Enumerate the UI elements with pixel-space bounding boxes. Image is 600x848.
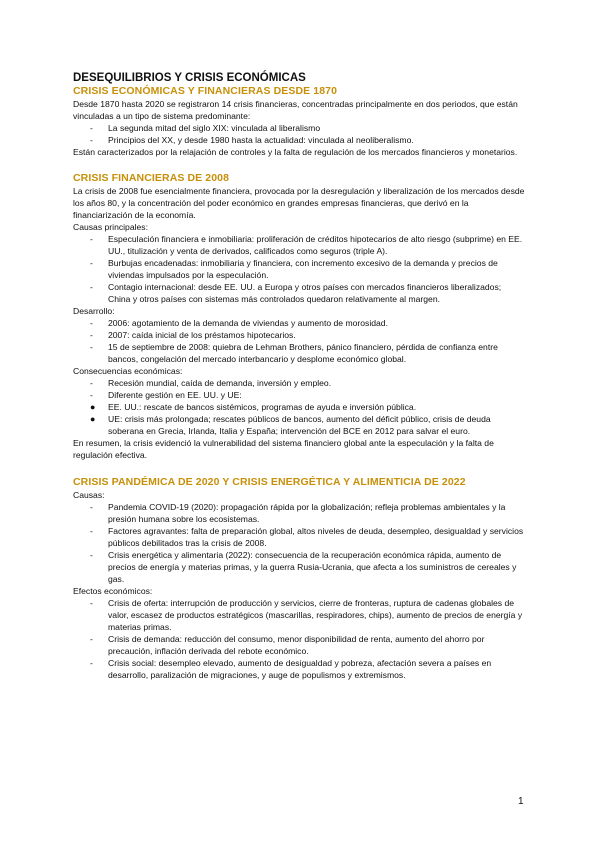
list-label: Causas: — [73, 490, 105, 500]
list-item: - 2006: agotamiento de la demanda de viviendas y aumento de morosidad. — [90, 318, 388, 328]
list-item: - La segunda mitad del siglo XIX: vinculada al liberalismo — [90, 123, 321, 133]
paragraph: En resumen, la crisis evidenció la vulnerabilidad del sistema financiero global ante la especulación y la falta de regulación efectiva. — [73, 438, 494, 460]
list-item: - 15 de septiembre de 2008: quiebra de Lehman Brothers, pánico financiero, pérdida de confianza entre bancos, congelación del mercado interbancario y desplome económico global. — [90, 342, 498, 364]
list-item: - 2007: caída inicial de los préstamos hipotecarios. — [90, 330, 296, 340]
list-item: - Pandemia COVID-19 (2020): propagación rápida por la globalización; refleja problemas ambientales y la presión humana sobre los ecosistemas. — [90, 502, 506, 524]
list-label: Consecuencias económicas: — [73, 366, 183, 376]
list-item: - Crisis social: desempleo elevado, aumento de desigualdad y pobreza, afectación severa a países en desarrollo, paralización de migraciones, y auge de populismos y extremismos. — [90, 658, 492, 680]
page-number: 1 — [518, 796, 524, 807]
paragraph: Están caracterizados por la relajación de controles y la falta de regulación de los mercados financieros y monetarios. — [73, 147, 518, 157]
list-item: - Especulación financiera e inmobiliaria: proliferación de créditos hipotecarios de alto riesgo (subprime) en EE. UU., titulización y venta de derivados, calificados como seguros (triple A). — [90, 234, 523, 256]
list-item: - Crisis energética y alimentaria (2022): consecuencia de la recuperación económica rápida, aumento de precios de energía y materias primas, y la guerra Rusia-Ucrania, que afecta a los suministros de cereales y gas. — [90, 550, 517, 584]
list-development-2008 — [73, 317, 525, 365]
section-heading-1870: CRISIS ECONÓMICAS Y FINANCIERAS DESDE 1870 — [73, 85, 338, 97]
document-page — [73, 72, 525, 681]
document-title: DESEQUILIBRIOS Y CRISIS ECONÓMICAS — [73, 72, 306, 84]
list-causes-2020 — [73, 501, 525, 585]
list-label: Desarrollo: — [73, 306, 115, 316]
paragraph: La crisis de 2008 fue esencialmente financiera, provocada por la desregulación y liberalización de los mercados desde los años 80, y la concentración del poder económico en grandes empresas financieras, que derivó en la financiarización de la economía. — [73, 186, 525, 220]
paragraph: Desde 1870 hasta 2020 se registraron 14 crisis financieras, concentradas principalmente en dos periodos, que están vinculadas a un tipo de sistema predominante: — [73, 99, 518, 121]
list-item: - Crisis de oferta: interrupción de producción y servicios, cierre de fronteras, ruptura de cadenas globales de valor, escasez de productos estratégicos (mascarillas, respiradores, chips), aumento de precios de energía y materias primas. — [90, 598, 523, 632]
list-effects-2020 — [73, 597, 525, 681]
list-item: - Crisis de demanda: reducción del consumo, menor disponibilidad de renta, aumento del ahorro por precaución, inflación derivada del rebote económico. — [90, 634, 485, 656]
list-item: - Recesión mundial, caída de demanda, inversión y empleo. — [90, 378, 332, 388]
list-item: - Principios del XX, y desde 1980 hasta la actualidad: vinculada al neoliberalismo. — [90, 135, 414, 145]
list-label: Efectos económicos: — [73, 586, 153, 596]
section-heading-2008: CRISIS FINANCIERAS DE 2008 — [73, 172, 230, 184]
list-label: Causas principales: — [73, 222, 148, 232]
list-item: - Factores agravantes: falta de preparación global, altos niveles de deuda, desempleo, desigualdad y servicios públicos debilitados tras la crisis de 2008. — [90, 526, 524, 548]
list-item: - Burbujas encadenadas: inmobiliaria y financiera, con incremento excesivo de la demanda y precios de viviendas impulsados por la especulación. — [90, 258, 498, 280]
list-causes-2008 — [73, 233, 525, 305]
section-heading-2020-2022: CRISIS PANDÉMICA DE 2020 Y CRISIS ENERGÉTICA Y ALIMENTICIA DE 2022 — [73, 476, 466, 488]
list-item: - Diferente gestión en EE. UU. y UE: — [90, 390, 242, 400]
list-periods — [73, 122, 525, 146]
list-item: ● UE: crisis más prolongada; rescates públicos de bancos, aumento del déficit público, crisis de deuda soberana en Grecia, Irlanda, Italia y España; intervención del BCE en 2012 para salvar el euro. — [90, 414, 491, 436]
list-consequences-2008 — [73, 377, 525, 437]
list-item: - Contagio internacional: desde EE. UU. a Europa y otros países con mercados financieros liberalizados; China y otros países con sistemas más controlados quedaron relativamente al margen. — [90, 282, 502, 304]
list-item: ● EE. UU.: rescate de bancos sistémicos, programas de ayuda e inversión pública. — [90, 402, 417, 412]
